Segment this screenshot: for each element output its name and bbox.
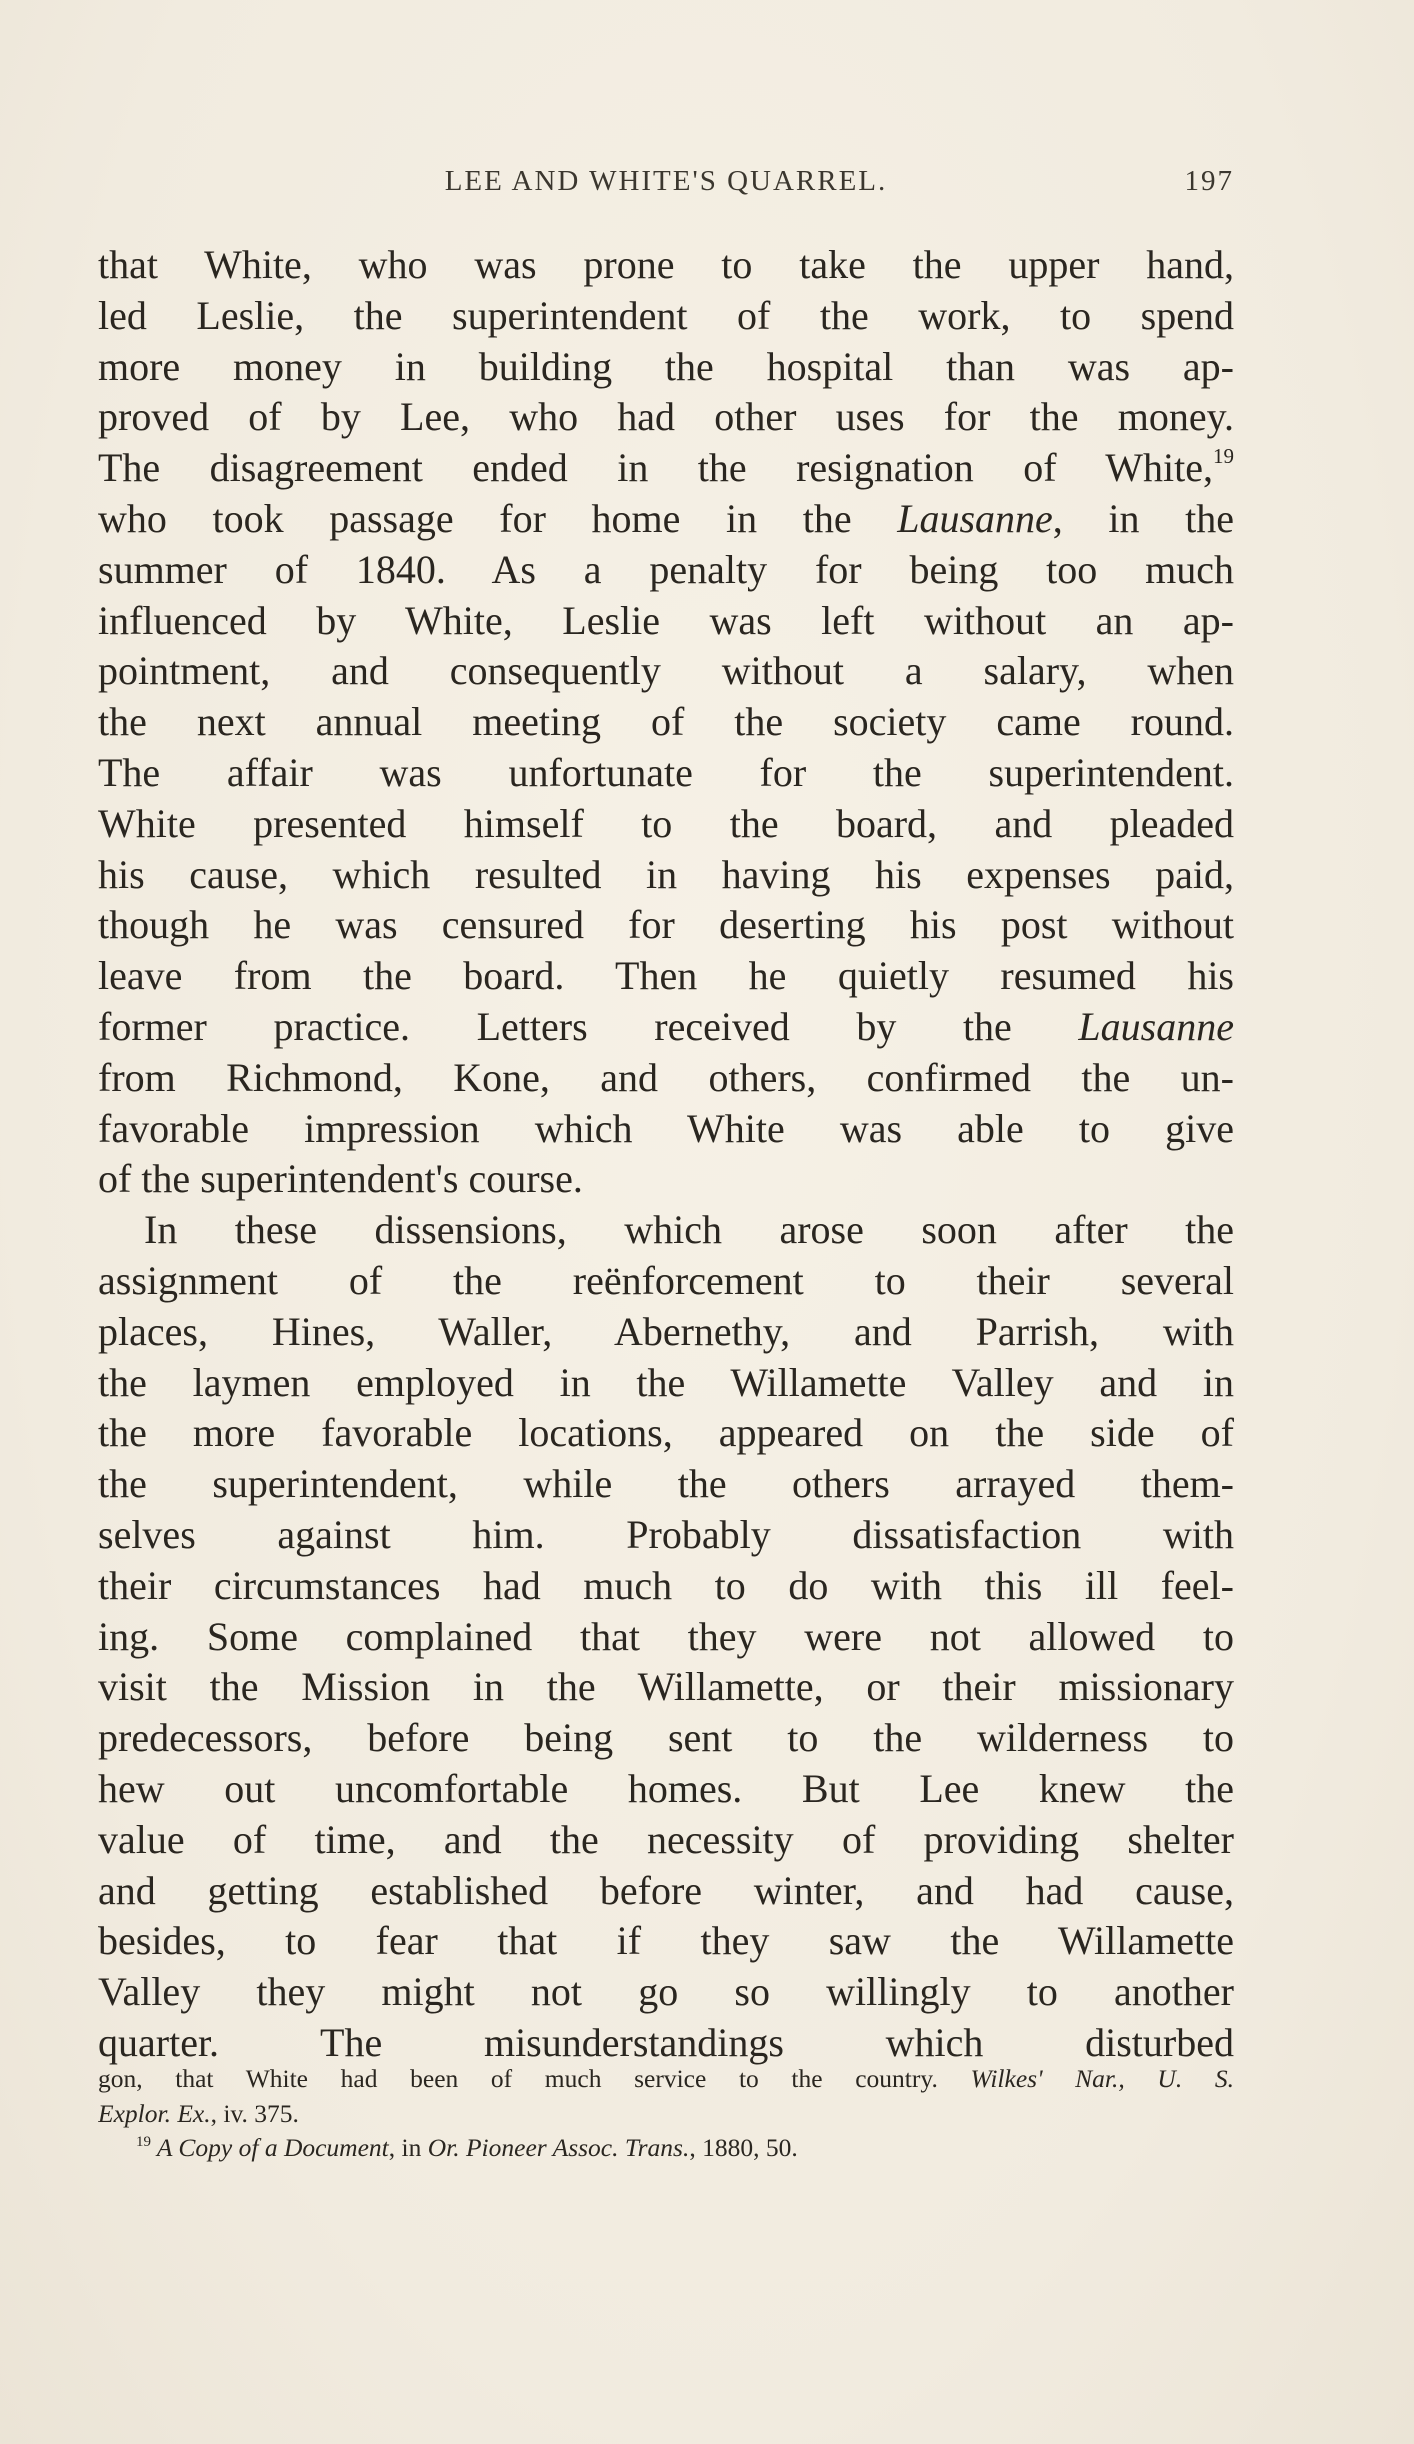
text-line: besides, to fear that if they saw the Willamette bbox=[98, 1918, 1234, 1964]
text-line: pointment, and consequently without a salary, when bbox=[98, 648, 1234, 694]
text-line: Valley they might not go so willingly to another bbox=[98, 1969, 1234, 2015]
text-line: of the superintendent's course. bbox=[98, 1156, 583, 1202]
text-line: quarter. The misunderstandings which disturbed bbox=[98, 2019, 1234, 2065]
footnote-text: , iv. 375. bbox=[210, 2098, 299, 2128]
citation: A Copy of a Document bbox=[151, 2133, 389, 2162]
citation: Explor. Ex. bbox=[98, 2098, 211, 2128]
citation: Wilkes' Nar., U. S. bbox=[970, 2064, 1234, 2093]
text-line: The affair was unfortunate for the superintendent. bbox=[98, 749, 1234, 795]
text-line: influenced by White, Leslie was left without an ap- bbox=[98, 597, 1234, 643]
footnotes bbox=[98, 2062, 1234, 2166]
running-head bbox=[98, 165, 1234, 205]
text-segment: who took passage for home in the bbox=[98, 495, 898, 541]
text-line: from Richmond, Kone, and others, confirmed the un- bbox=[98, 1054, 1234, 1100]
text-line: hew out uncomfortable homes. But Lee knew the bbox=[98, 1765, 1234, 1811]
footnote-text: , 1880, 50. bbox=[689, 2133, 798, 2162]
text-line: value of time, and the necessity of providing shelter bbox=[98, 1816, 1234, 1862]
text-line: the more favorable locations, appeared on the side of bbox=[98, 1410, 1234, 1456]
text-line: assignment of the reënforcement to their several bbox=[98, 1257, 1234, 1303]
text-line: leave from the board. Then he quietly resumed his bbox=[98, 953, 1234, 999]
text-line: though he was censured for deserting his post without bbox=[98, 902, 1234, 948]
text-line: summer of 1840. As a penalty for being too much bbox=[98, 546, 1234, 592]
body-text bbox=[98, 240, 1234, 2069]
text-line: the superintendent, while the others arrayed them- bbox=[98, 1461, 1234, 1507]
footnote-line bbox=[98, 2097, 1234, 2132]
footnote-marker: 19 bbox=[136, 2134, 151, 2150]
text-line bbox=[98, 1002, 1234, 1053]
ship-name: Lausanne bbox=[1078, 1003, 1234, 1049]
citation: Or. Pioneer Assoc. Trans. bbox=[427, 2133, 690, 2162]
text-line: selves against him. Probably dissatisfaction with bbox=[98, 1511, 1234, 1557]
text-line: more money in building the hospital than was ap- bbox=[98, 343, 1234, 389]
text-line: the next annual meeting of the society came round. bbox=[98, 699, 1234, 745]
footnote-text: gon, that White had been of much service to the country. bbox=[98, 2064, 971, 2093]
ship-name: Lausanne bbox=[897, 495, 1053, 541]
text-line: their circumstances had much to do with this ill feel- bbox=[98, 1562, 1234, 1608]
footnote-line bbox=[98, 2062, 1234, 2097]
footnote-19 bbox=[98, 2131, 1234, 2166]
footnote-text: , in bbox=[388, 2133, 428, 2162]
text-line: White presented himself to the board, and pleaded bbox=[98, 800, 1234, 846]
text-segment: , in the bbox=[1052, 495, 1234, 541]
text-line: his cause, which resulted in having his expenses paid, bbox=[98, 851, 1234, 897]
text-line: the laymen employed in the Willamette Valley and in bbox=[98, 1359, 1234, 1405]
text-line: and getting established before winter, and had cause, bbox=[98, 1867, 1234, 1913]
page-number: 197 bbox=[1184, 165, 1234, 197]
paragraph-start-line: In these dissensions, which arose soon after the bbox=[144, 1207, 1234, 1253]
running-title: LEE AND WHITE'S QUARREL. bbox=[444, 165, 888, 197]
text-segment: The disagreement ended in the resignation of White, bbox=[98, 445, 1213, 491]
text-line: places, Hines, Waller, Abernethy, and Parrish, with bbox=[98, 1308, 1234, 1354]
text-line: proved of by Lee, who had other uses for the money. bbox=[98, 394, 1234, 440]
text-line: favorable impression which White was able to give bbox=[98, 1105, 1234, 1151]
text-line bbox=[98, 494, 1234, 545]
text-segment: former practice. Letters received by the bbox=[98, 1003, 1079, 1049]
footnote-ref-19: 19 bbox=[1213, 444, 1234, 469]
text-line: predecessors, before being sent to the wilderness to bbox=[98, 1715, 1234, 1761]
text-line: that White, who was prone to take the upper hand, bbox=[98, 242, 1234, 287]
text-line: visit the Mission in the Willamette, or their missionary bbox=[98, 1664, 1234, 1710]
text-line bbox=[98, 443, 1234, 494]
text-line: led Leslie, the superintendent of the work, to spend bbox=[98, 292, 1234, 338]
text-line: ing. Some complained that they were not allowed to bbox=[98, 1613, 1234, 1659]
